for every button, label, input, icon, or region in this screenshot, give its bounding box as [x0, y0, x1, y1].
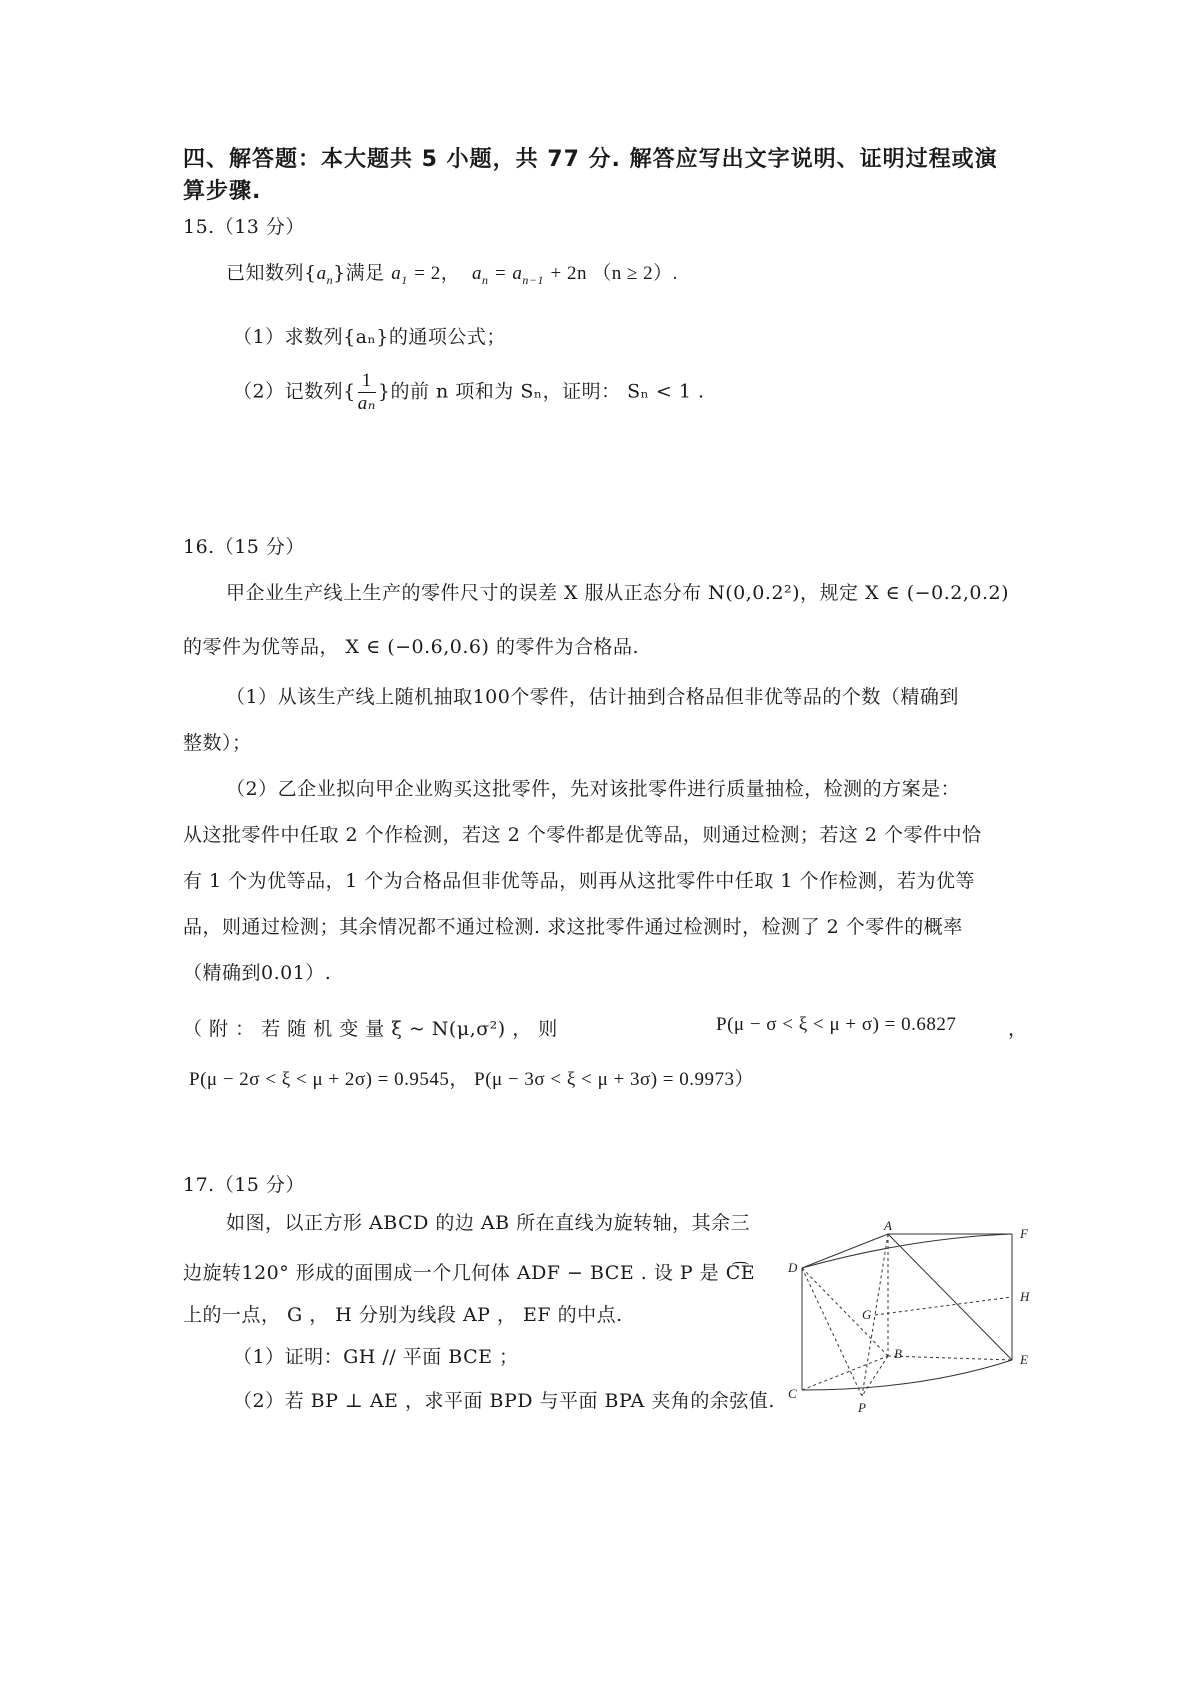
- q17-header: 17.（15 分）: [183, 1174, 305, 1196]
- q15-part2: [233, 370, 705, 415]
- edge-BE: [888, 1356, 1012, 1360]
- q16-part2-line1: （2）乙企业拟向甲企业购买这批零件，先对该批零件进行质量抽检，检测的方案是：: [226, 778, 961, 800]
- q16-note-line1-a: （ 附 ： 若 随 机 变 量 ξ ~ N(μ,σ²) ， 则: [183, 1018, 558, 1040]
- q15-stem: [226, 258, 678, 288]
- label-G: G: [862, 1307, 872, 1322]
- label-P: P: [858, 1400, 866, 1415]
- q16-part2-line2: 从这批零件中任取 2 个作检测，若这 2 个零件都是优等品，则通过检测；若这 2 个零件中恰: [183, 824, 982, 846]
- arc-CE: [802, 1360, 1012, 1390]
- q15-frac-num: 1: [358, 370, 376, 393]
- q15-header: 15.（13 分）: [183, 216, 305, 238]
- seg-BP: [862, 1356, 888, 1396]
- label-B: B: [894, 1346, 902, 1361]
- q16-part1-line2: 整数）；: [183, 732, 252, 754]
- q15-part1: （1）求数列{aₙ}的通项公式；: [233, 326, 506, 348]
- q17-line2: 边旋转120° 形成的面围成一个几何体 ADF − BCE . 设 P 是 C͡E: [183, 1262, 756, 1284]
- section-title-line1: 四、解答题：本大题共 5 小题，共 77 分. 解答应写出文字说明、证明过程或演: [183, 147, 998, 172]
- q17-line3: 上的一点， G ， H 分别为线段 AP ， EF 的中点.: [183, 1304, 623, 1326]
- q15-stem-c: = 2，: [414, 263, 461, 284]
- q15-frac-den: aₙ: [357, 393, 376, 414]
- label-F: F: [1020, 1226, 1028, 1241]
- q17-part2: （2）若 BP ⊥ AE ，求平面 BPD 与平面 BPA 夹角的余弦值.: [233, 1390, 775, 1412]
- q17-line1: 如图，以正方形 ABCD 的边 AB 所在直线为旋转轴，其余三: [226, 1212, 751, 1234]
- label-H: H: [1020, 1289, 1030, 1304]
- q15-an: $a_n$: [316, 263, 334, 287]
- label-A: A: [884, 1220, 892, 1233]
- q16-note-line1-b: P(μ − σ < ξ < μ + σ) = 0.6827: [716, 1014, 957, 1035]
- q16-note-line2: P(μ − 2σ < ξ < μ + 2σ) = 0.9545， P(μ − 3σ < ξ < μ + 3σ) = 0.9973）: [189, 1069, 755, 1090]
- q16-part1-line1: （1）从该生产线上随机抽取100个零件，估计抽到合格品但非优等品的个数（精确到: [226, 686, 959, 708]
- q15-a1: $a_1$: [391, 263, 408, 287]
- label-E: E: [1020, 1352, 1028, 1367]
- q15-part2-b: }的前 n 项和为 Sₙ，证明： Sₙ < 1 .: [377, 380, 705, 403]
- q16-note-line1-c: ，: [1008, 1018, 1028, 1040]
- q15-part2-a: （2）记数列{: [233, 380, 356, 403]
- q15-fraction: [358, 370, 376, 415]
- q15-stem-a: 已知数列{: [226, 262, 317, 284]
- seg-AE: [888, 1234, 1012, 1360]
- q16-part2-line5: （精确到0.01）.: [183, 962, 332, 984]
- arc-DF: [802, 1234, 1012, 1268]
- q16-line1: 甲企业生产线上生产的零件尺寸的误差 X 服从正态分布 N(0,0.2²)，规定 X ∈ (−0.2,0.2): [226, 582, 1009, 604]
- seg-GH: [875, 1297, 1012, 1315]
- q15-stem-b: }满足: [333, 262, 385, 284]
- q17-part1: （1）证明：GH // 平面 BCE ；: [233, 1346, 519, 1368]
- q15-stem-d: + 2n （n ≥ 2）.: [550, 263, 678, 284]
- seg-DP: [802, 1268, 862, 1396]
- q16-part2-line3: 有 1 个为优等品，1 个为合格品但非优等品，则再从这批零件中任取 1 个作检测，若为优等: [183, 870, 975, 892]
- label-C: C: [788, 1386, 797, 1401]
- q16-header: 16.（15 分）: [183, 536, 305, 558]
- q16-part2-line4: 品，则通过检测；其余情况都不通过检测. 求这批零件通过检测时，检测了 2 个零件的概率: [183, 916, 963, 938]
- label-D: D: [788, 1260, 798, 1275]
- q15-recur: $a_n = a_{n-1}$: [466, 263, 544, 287]
- q16-line2: 的零件为优等品， X ∈ (−0.6,0.6) 的零件为合格品.: [183, 636, 640, 658]
- edge-CB: [802, 1356, 888, 1390]
- q17-geometry-figure: [780, 1220, 1040, 1420]
- section-title-line2: 算步骤.: [183, 179, 262, 204]
